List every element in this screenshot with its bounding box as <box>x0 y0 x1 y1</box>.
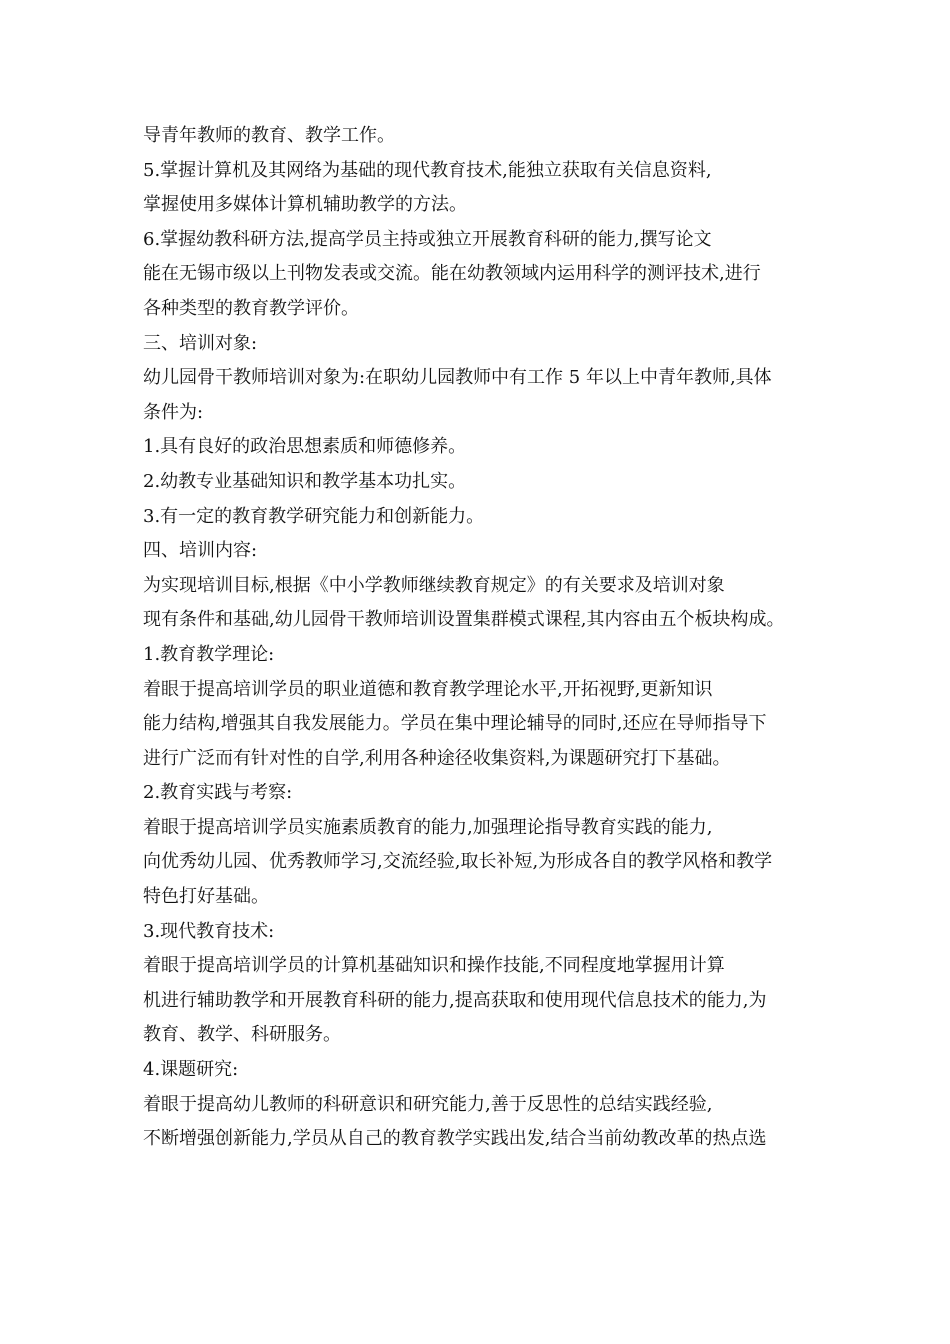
text-line: 能力结构,增强其自我发展能力。学员在集中理论辅导的同时,还应在导师指导下 <box>143 713 767 735</box>
text-line: 特色打好基础。 <box>143 886 269 908</box>
section-heading: 四、培训内容: <box>143 540 258 562</box>
text-line: 向优秀幼儿园、优秀教师学习,交流经验,取长补短,为形成各自的教学风格和教学 <box>143 851 773 873</box>
text-line: 为实现培训目标,根据《中小学教师继续教育规定》的有关要求及培训对象 <box>143 574 725 596</box>
list-item: 2.幼教专业基础知识和教学基本功扎实。 <box>143 470 467 492</box>
list-item: 3.有一定的教育教学研究能力和创新能力。 <box>143 505 485 527</box>
list-item: 1.具有良好的政治思想素质和师德修养。 <box>143 436 467 458</box>
text-line: 机进行辅助教学和开展教育科研的能力,提高获取和使用现代信息技术的能力,为 <box>143 989 767 1011</box>
text-line: 着眼于提高培训学员的职业道德和教育教学理论水平,开拓视野,更新知识 <box>143 678 713 700</box>
text-line: 着眼于提高培训学员的计算机基础知识和操作技能,不同程度地掌握用计算 <box>143 955 725 977</box>
text-line: 现有条件和基础,幼儿园骨干教师培训设置集群模式课程,其内容由五个板块构成。 <box>143 609 785 631</box>
subsection-heading: 2.教育实践与考察: <box>143 782 293 804</box>
text-line: 6.掌握幼教科研方法,提高学员主持或独立开展教育科研的能力,撰写论文 <box>143 228 712 250</box>
text-line: 导青年教师的教育、教学工作。 <box>143 125 395 146</box>
text-line: 能在无锡市级以上刊物发表或交流。能在幼教领域内运用科学的测评技术,进行 <box>143 263 761 285</box>
text-line: 条件为: <box>143 401 204 423</box>
subsection-heading: 3.现代教育技术: <box>143 920 275 942</box>
text-line: 5.掌握计算机及其网络为基础的现代教育技术,能独立获取有关信息资料, <box>143 159 712 181</box>
text-line: 着眼于提高培训学员实施素质教育的能力,加强理论指导教育实践的能力, <box>143 816 713 838</box>
subsection-heading: 4.课题研究: <box>143 1059 239 1081</box>
document-body <box>143 119 823 1157</box>
subsection-heading: 1.教育教学理论: <box>143 643 275 665</box>
text-line: 各种类型的教育教学评价。 <box>143 297 359 319</box>
text-line: 掌握使用多媒体计算机辅助教学的方法。 <box>143 194 467 216</box>
text-line: 幼儿园骨干教师培训对象为:在职幼儿园教师中有工作 5 年以上中青年教师,具体 <box>143 367 772 389</box>
text-line: 着眼于提高幼儿教师的科研意识和研究能力,善于反思性的总结实践经验, <box>143 1093 713 1115</box>
section-heading: 三、培训对象: <box>143 332 258 354</box>
text-line: 进行广泛而有针对性的自学,利用各种途径收集资料,为课题研究打下基础。 <box>143 747 731 769</box>
text-line: 不断增强创新能力,学员从自己的教育教学实践出发,结合当前幼教改革的热点选 <box>143 1128 767 1150</box>
text-line: 教育、教学、科研服务。 <box>143 1024 341 1046</box>
